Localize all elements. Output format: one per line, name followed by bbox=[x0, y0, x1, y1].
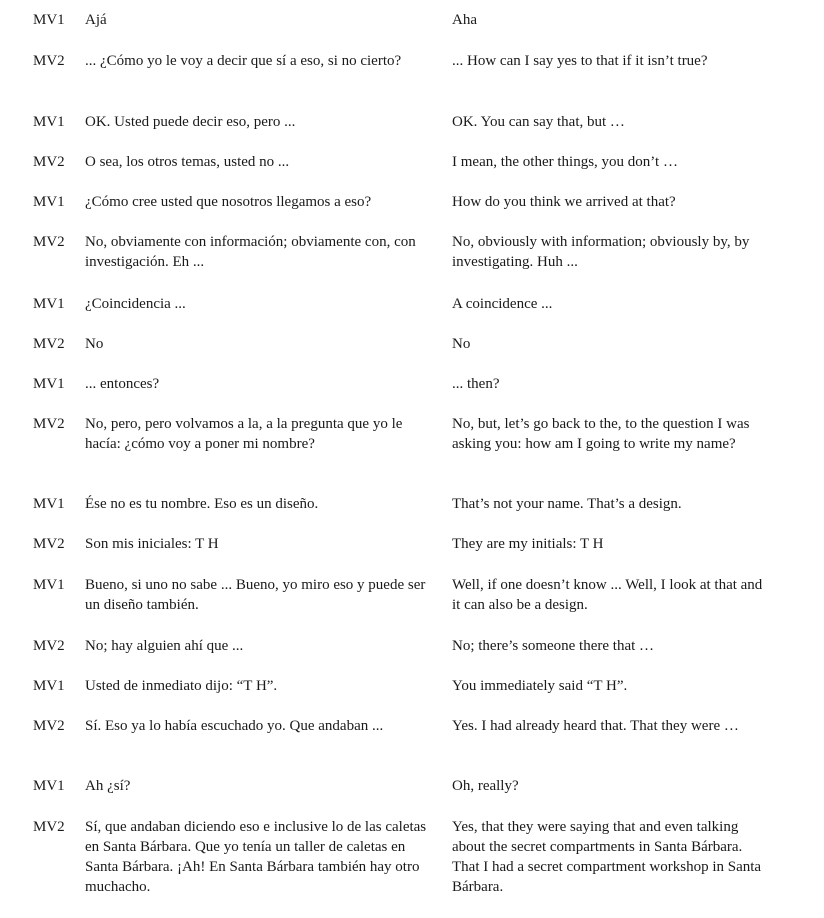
english-text: That’s not your name. That’s a design. bbox=[452, 496, 682, 512]
spanish-text: Sí. Eso ya lo había escuchado yo. Que andaban ... bbox=[85, 718, 384, 734]
spanish-text: ¿Cómo cree usted que nosotros llegamos a eso? bbox=[85, 194, 372, 210]
speaker-label: MV2 bbox=[33, 638, 65, 654]
speaker-label: MV1 bbox=[33, 114, 65, 130]
spanish-text: Sí, que andaban diciendo eso e inclusive lo de las caletas en Santa Bárbara. Que yo tenía un taller de caletas en Santa Bárbara. ¡Ah! En Santa Bárbara también hay otro muchacho. bbox=[85, 819, 427, 895]
speaker-label: MV2 bbox=[33, 819, 65, 835]
spanish-text: ... entonces? bbox=[85, 376, 160, 392]
english-text: Oh, really? bbox=[452, 778, 519, 794]
english-text: No bbox=[452, 336, 471, 352]
spanish-text: Ése no es tu nombre. Eso es un diseño. bbox=[85, 496, 319, 512]
english-text: OK. You can say that, but … bbox=[452, 114, 625, 130]
english-text: Yes. I had already heard that. That they were … bbox=[452, 718, 739, 734]
english-text: Aha bbox=[452, 12, 477, 28]
speaker-label: MV1 bbox=[33, 12, 65, 28]
english-text: A coincidence ... bbox=[452, 296, 553, 312]
spanish-text: OK. Usted puede decir eso, pero ... bbox=[85, 114, 296, 130]
speaker-label: MV1 bbox=[33, 577, 65, 593]
speaker-label: MV1 bbox=[33, 678, 65, 694]
speaker-label: MV1 bbox=[33, 194, 65, 210]
spanish-text: ... ¿Cómo yo le voy a decir que sí a eso, si no cierto? bbox=[85, 53, 402, 69]
speaker-label: MV1 bbox=[33, 376, 65, 392]
speaker-label: MV2 bbox=[33, 536, 65, 552]
spanish-text: Usted de inmediato dijo: “T H”. bbox=[85, 678, 278, 694]
english-text: How do you think we arrived at that? bbox=[452, 194, 676, 210]
speaker-label: MV2 bbox=[33, 234, 65, 250]
english-text: ... then? bbox=[452, 376, 500, 392]
english-text: No, obviously with information; obviously by, by investigating. Huh ... bbox=[452, 234, 750, 270]
english-text: Well, if one doesn’t know ... Well, I look at that and it can also be a design. bbox=[452, 577, 763, 613]
spanish-text: Bueno, si uno no sabe ... Bueno, yo miro eso y puede ser un diseño también. bbox=[85, 577, 426, 613]
spanish-text: No, pero, pero volvamos a la, a la pregunta que yo le hacía: ¿cómo voy a poner mi nombre? bbox=[85, 416, 403, 452]
english-text: Yes, that they were saying that and even talking about the secret compartments in Santa Bárbara. That I had a secret compartment workshop in Santa Bárbara. bbox=[452, 819, 762, 895]
speaker-label: MV2 bbox=[33, 718, 65, 734]
spanish-text: Son mis iniciales: T H bbox=[85, 536, 219, 552]
speaker-label: MV2 bbox=[33, 154, 65, 170]
speaker-label: MV2 bbox=[33, 416, 65, 432]
english-text: No, but, let’s go back to the, to the question I was asking you: how am I going to write my name? bbox=[452, 416, 750, 452]
spanish-text: No, obviamente con información; obviamente con, con investigación. Eh ... bbox=[85, 234, 416, 270]
english-text: You immediately said “T H”. bbox=[452, 678, 628, 694]
english-text: They are my initials: T H bbox=[452, 536, 604, 552]
speaker-label: MV1 bbox=[33, 496, 65, 512]
spanish-text: Ajá bbox=[85, 12, 107, 28]
spanish-text: No; hay alguien ahí que ... bbox=[85, 638, 244, 654]
speaker-label: MV1 bbox=[33, 296, 65, 312]
english-text: I mean, the other things, you don’t … bbox=[452, 154, 678, 170]
spanish-text: O sea, los otros temas, usted no ... bbox=[85, 154, 290, 170]
english-text: ... How can I say yes to that if it isn’t true? bbox=[452, 53, 708, 69]
english-text: No; there’s someone there that … bbox=[452, 638, 655, 654]
speaker-label: MV2 bbox=[33, 53, 65, 69]
speaker-label: MV1 bbox=[33, 778, 65, 794]
spanish-text: ¿Coincidencia ... bbox=[85, 296, 186, 312]
spanish-text: Ah ¿sí? bbox=[85, 778, 131, 794]
speaker-label: MV2 bbox=[33, 336, 65, 352]
spanish-text: No bbox=[85, 336, 104, 352]
